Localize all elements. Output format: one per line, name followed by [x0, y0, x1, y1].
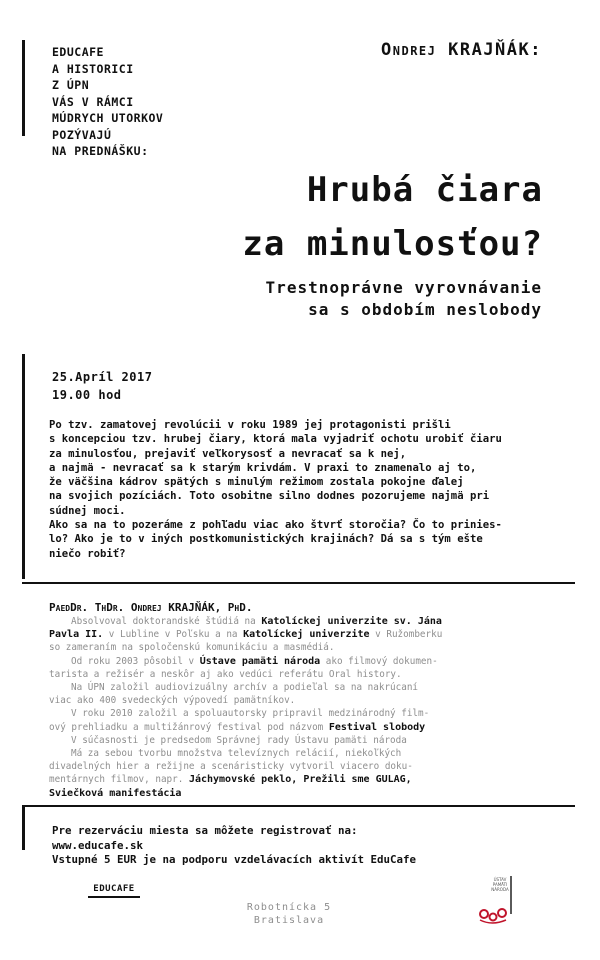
intro-line: POZÝVAJÚ — [52, 127, 112, 142]
bio-text: Absolvoval doktorandské štúdiá na — [71, 616, 262, 627]
registration-link[interactable]: www.educafe.sk — [52, 838, 144, 852]
intro-line: NA PREDNÁŠKU: — [52, 144, 149, 158]
speaker-name: Ondrej KRAJŇÁK: — [381, 40, 542, 60]
upn-logo — [474, 874, 514, 926]
abstract-line: Ako sa na to pozeráme z pohľadu viac ako štvrť storočia? Čo to prinies- — [49, 519, 502, 532]
abstract-line: a najmä - nevracať sa k starým krivdám. V praxi to znamenalo aj to, — [49, 461, 477, 474]
subtitle-line-1: Trestnoprávne vyrovnávanie — [265, 278, 542, 297]
registration-info — [52, 824, 416, 868]
abstract-line: že väčšina kádrov spätých s minulým režimom zostala pokojne ďalej — [49, 476, 464, 489]
bio-highlight: Festival slobody — [328, 721, 426, 733]
bio-text: v Lubline v Poľsku a na — [103, 629, 244, 641]
bio-text: viac ako 400 svedeckých výpovedí pamätníkov. — [49, 695, 296, 707]
divider-2 — [22, 805, 575, 807]
abstract-line: lo? Ako je to v iných postkomunistických krajinách? Dá sa s tým ešte — [49, 533, 483, 546]
intro-line: VÁS V RÁMCI — [52, 94, 134, 109]
bio-highlight: Sviečková manifestácia — [49, 787, 182, 799]
abstract-line: za minulosťou, prejaviť veľkorysosť a nevracať sa k nej, — [49, 447, 407, 460]
educafe-logo-text: EDUCAFE — [93, 884, 135, 894]
bio-text: divadelných hier a režijne a scenáristicky vytvoril viacero doku- — [49, 761, 413, 773]
subtitle-line-2: sa s obdobím neslobody — [308, 300, 542, 319]
bio-text: tarista a režisér a neskôr aj ako vedúci referátu Oral history. — [49, 668, 402, 680]
upn-logo-line: NÁRODA — [491, 887, 509, 892]
venue-address — [244, 901, 334, 927]
bio-highlight: Katolíckej univerzite sv. Jána — [261, 616, 442, 627]
address-street: Robotnícka 5 — [246, 902, 332, 913]
bio-text: Od roku 2003 pôsobil v — [71, 655, 200, 667]
abstract-line: s koncepciou tzv. hrubej čiary, ktorá mala vyjadriť ochotu urobiť čiaru — [49, 433, 502, 446]
bio-text: v Ružomberku — [369, 629, 443, 641]
abstract-line: niečo robiť? — [49, 547, 126, 560]
intro-line: Z ÚPN — [52, 78, 90, 92]
educafe-logo — [88, 884, 140, 898]
bio-text: ako filmový dokumen- — [320, 655, 438, 667]
divider-1 — [22, 582, 575, 584]
event-datetime — [52, 368, 152, 404]
bio-highlight: Pavla II. — [49, 629, 104, 641]
address-city: Bratislava — [253, 915, 325, 926]
upn-logo-icon — [474, 874, 514, 926]
abstract-line: na svojich pozíciách. Toto osobitne silno dodnes pozorujeme najmä pri — [49, 490, 490, 503]
bio-text: ový prehliadku a multižánrový festival pod názvom — [49, 721, 329, 733]
bio-highlight: Ústave pamäti národa — [199, 655, 321, 667]
registration-line: Vstupné 5 EUR je na podporu vzdelávacích aktivít EduCafe — [52, 853, 417, 866]
bio-text: V súčasnosti je predsedom Správnej rady Ústavu pamäti národa — [71, 734, 407, 746]
bio-highlight: Jáchymovské peklo, Prežili sme GULAG, — [188, 774, 412, 786]
abstract-line: Po tzv. zamatovej revolúcii v roku 1989 jej protagonisti prišli — [49, 419, 451, 431]
abstract-line: súdnej moci. — [49, 504, 126, 517]
abstract — [49, 418, 569, 561]
intro-line: EDUCAFE — [52, 45, 104, 59]
vertical-bar-middle — [22, 354, 25, 579]
event-date: 25.Apríl 2017 — [52, 370, 153, 384]
event-time: 19.00 hod — [52, 388, 122, 402]
bio-name: PaedDr. ThDr. Ondrej KRAJŇÁK, PhD. — [49, 601, 253, 614]
intro-line: A HISTORICI — [52, 61, 134, 76]
intro-line: MÚDRYCH UTORKOV — [52, 111, 164, 125]
vertical-bar-top — [22, 40, 25, 136]
educafe-logo-underline — [88, 896, 140, 898]
bio-text: V roku 2010 založil a spoluautorsky pripravil medzinárodný film- — [71, 708, 430, 720]
registration-line: Pre rezerváciu miesta sa môžete registrovať na: — [52, 824, 358, 837]
upn-logo-line: PAMÄTI — [492, 882, 508, 887]
title-line-1: Hrubá čiara — [306, 170, 543, 210]
bio-text: Na ÚPN založil audiovizuálny archív a podieľal sa na nakrúcaní — [71, 682, 419, 694]
bio — [49, 615, 574, 800]
bio-text: mentárnych filmov, napr. — [49, 774, 189, 786]
intro-text — [52, 44, 163, 160]
vertical-bar-bottom — [22, 805, 25, 850]
bio-highlight: Katolíckej univerzite — [243, 629, 370, 641]
upn-logo-line: ÚSTAV — [493, 877, 507, 882]
title-line-2: za minulosťou? — [242, 224, 543, 264]
bio-text: Má za sebou tvorbu množstva televíznych relácií, niekoľkých — [71, 748, 402, 760]
bio-text: so zameraním na spoločenskú komunikáciu a masmédiá. — [49, 642, 335, 654]
